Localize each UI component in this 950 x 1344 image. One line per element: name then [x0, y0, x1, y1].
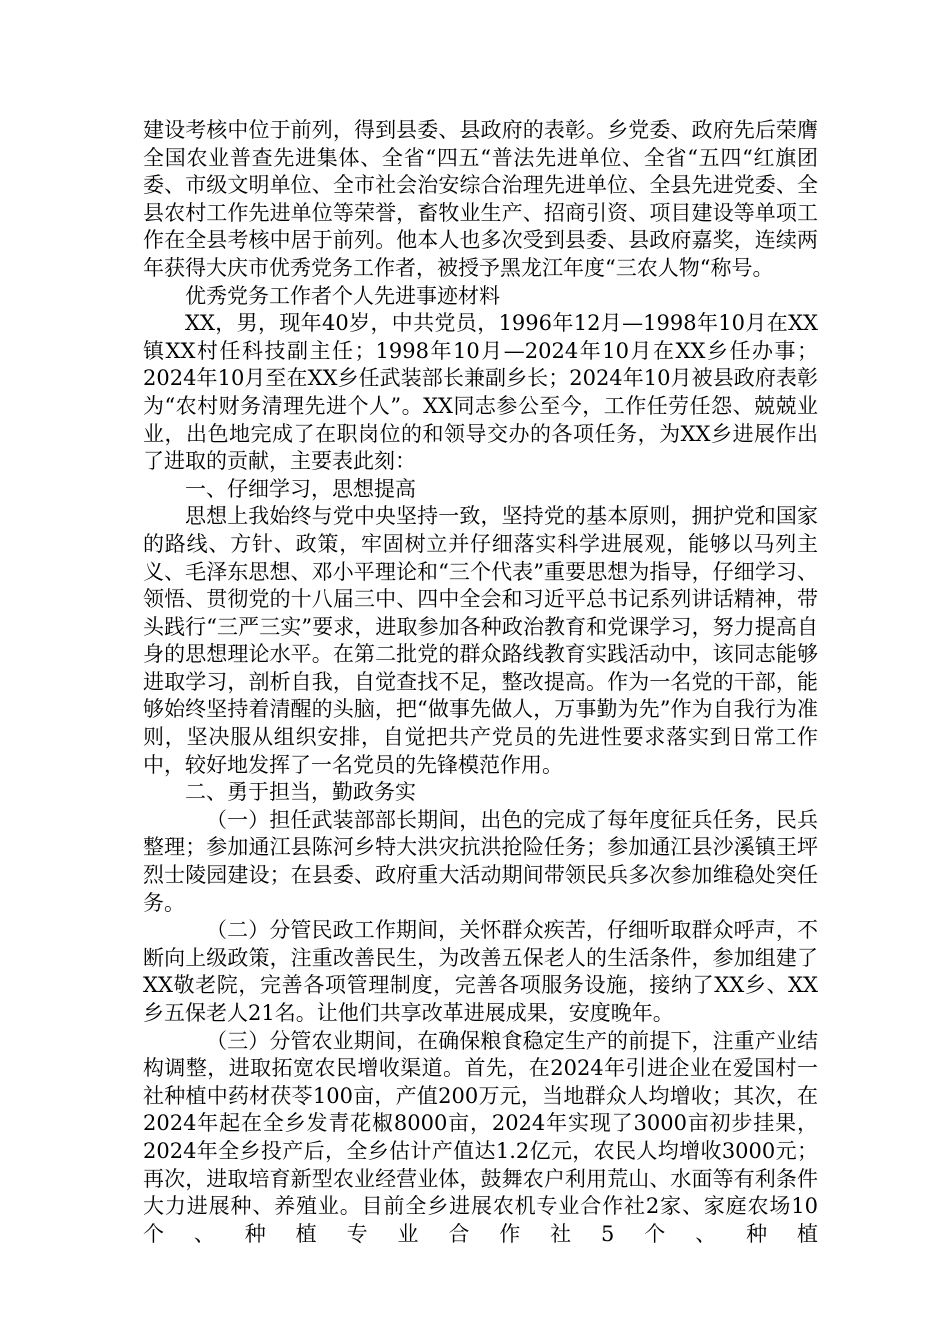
paragraph-continuation: 建设考核中位于前列，得到县委、县政府的表彰。乡党委、政府先后荣膺全国农业普查先进集体、全省“四五“普法先进单位、全省“五四“红旗团委、市级文明单位、全市社会治安综合治理先进单位、全县先进党委、全县农村工作先进单位等荣誉，畜牧业生产、招商引资、项目建设等单项工作在全县考核中居于前列。他本人也多次受到县委、县政府嘉奖，连续两年获得大庆市优秀党务工作者，被授予黑龙江年度“三农人物“称号。: [143, 118, 818, 280]
document-page: [143, 117, 818, 1248]
paragraph-intro: XX，男，现年40岁，中共党员，1996年12月—1998年10月在XX镇XX村任科技副主任；1998年10月—2024年10月在XX乡任办事；2024年10月至在XX乡任武装部长兼副乡长；2024年10月被县政府表彰为“农村财务清理先进个人”。XX同志参公至今，工作任劳任怨、兢兢业业，出色地完成了在职岗位的和领导交办的各项任务，为XX乡进展作出了进取的贡献，主要表此刻：: [143, 311, 818, 474]
paragraph-thought: 思想上我始终与党中央坚持一致，坚持党的基本原则，拥护党和国家的路线、方针、政策，牢固树立并仔细落实科学进展观，能够以马列主义、毛泽东思想、邓小平理论和“三个代表”重要思想为指导，仔细学习、领悟、贯彻党的十八届三中、四中全会和习近平总书记系列讲话精神，带头践行“三严三实”要求，进取参加各种政治教育和党课学习，努力提高自身的思想理论水平。在第二批党的群众路线教育实践活动中，该同志能够进取学习，剖析自我，自觉查找不足，整改提高。作为一名党的干部，能够始终坚持着清醒的头脑，把“做事先做人，万事勤为先”作为自我行为准则，坚决服从组织安排，自觉把共产党员的先进性要求落实到日常工作中，较好地发挥了一名党员的先锋模范作用。: [143, 504, 818, 777]
section-heading-1: 一、仔细学习，思想提高: [185, 476, 416, 501]
section-heading-2: 二、勇于担当，勤政务实: [185, 780, 416, 805]
paragraph-item-3: （三）分管农业期间，在确保粮食稳定生产的前提下，注重产业结构调整，进取拓宽农民增收渠道。首先，在2024年引进企业在爱国村一社种植中药材茯苓100亩，产值200万元，当地群众人均增收；其次，在2024年起在全乡发青花椒8000亩，2024年实现了3000亩初步挂果，2024年全乡投产后，全乡估计产值达1.2亿元，农民人均增收3000元；再次，进取培育新型农业经营业体，鼓舞农户利用荒山、水面等有利条件大力进展种、养殖业。目前全乡进展农机专业合作社2家、家庭农场10个、种植专业合作社5个、种植: [143, 1028, 818, 1246]
paragraph-item-2: （二）分管民政工作期间，关怀群众疾苦，仔细听取群众呼声，不断向上级政策，注重改善民生，为改善五保老人的生活条件，参加组建了XX敬老院，完善各项管理制度，完善各项服务设施，接纳了XX乡、XX乡五保老人21名。让他们共享改革进展成果，安度晚年。: [143, 918, 818, 1025]
document-title: 优秀党务工作者个人先进事迹材料: [185, 283, 500, 308]
paragraph-item-1: （一）担任武装部部长期间，出色的完成了每年度征兵任务，民兵整理；参加通江县陈河乡特大洪灾抗洪抢险任务；参加通江县沙溪镇王坪烈士陵园建设；在县委、政府重大活动期间带领民兵多次参加维稳处突任务。: [143, 807, 818, 915]
